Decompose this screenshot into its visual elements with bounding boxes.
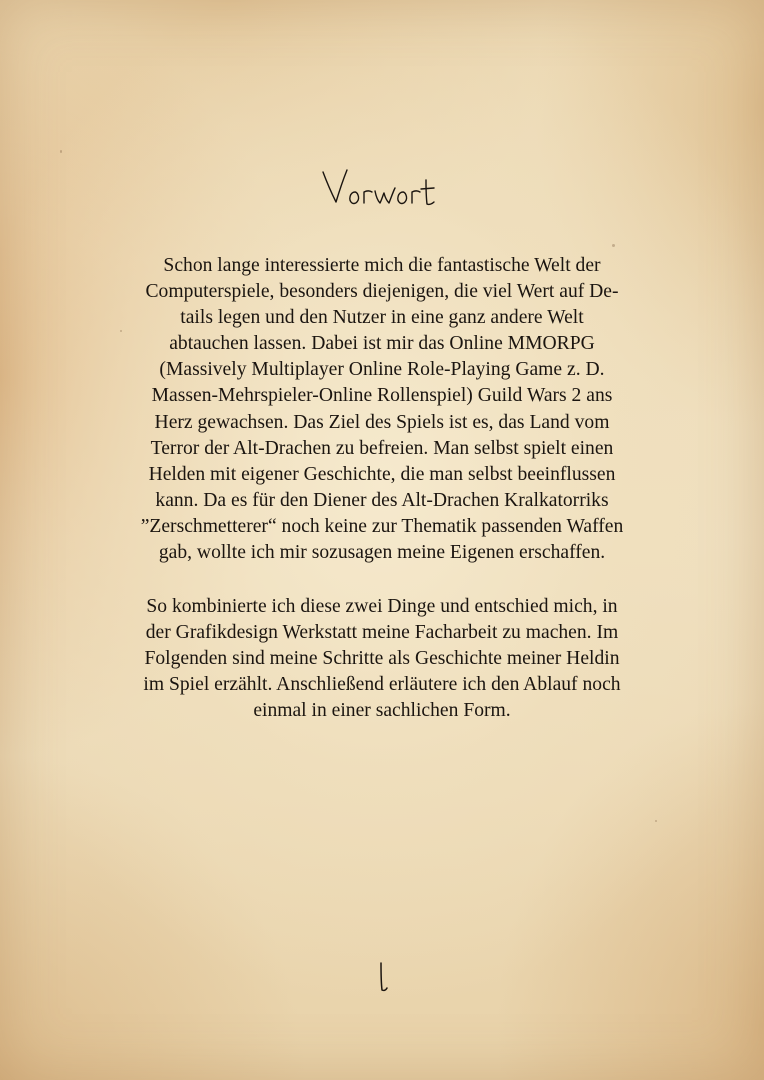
text-line: Massen-Mehrspieler-Online Rollenspiel) Guild Wars 2 ans [151, 385, 613, 407]
paper-speck [612, 244, 615, 247]
text-line: gab, wollte ich mir sozusagen meine Eigenen erschaffen. [158, 542, 606, 564]
text-line: abtauchen lassen. Dabei ist mir das Online MMORPG [169, 333, 595, 355]
page-number-text [0, 960, 1, 961]
handwritten-heading [317, 158, 447, 214]
text-line: kann. Da es für den Diener des Alt-Drachen Kralkatorriks [155, 489, 609, 511]
text-line: ”Zerschmetterer“ noch keine zur Thematik passenden Waffen [140, 515, 624, 537]
text-line: tails legen und den Nutzer in eine ganz andere Welt [180, 307, 584, 329]
text-line: Herz gewachsen. Das Ziel des Spiels ist es, das Land vom [154, 411, 610, 433]
page-heading-text [0, 158, 1, 159]
paragraph-plan [100, 594, 664, 724]
page-number [0, 960, 764, 994]
text-line: einmal in einer sachlichen Form. [253, 700, 511, 722]
paper-speck [655, 820, 657, 822]
text-line: (Massively Multiplayer Online Role-Playing Game z. D. [159, 359, 605, 381]
page-heading [0, 158, 764, 218]
text-line: Helden mit eigener Geschichte, die man selbst beeinflussen [148, 463, 616, 485]
paper-speck [60, 150, 62, 153]
handwritten-page-number [372, 960, 392, 994]
text-line: So kombinierte ich diese zwei Dinge und entschied mich, in [146, 596, 618, 617]
text-line: Computerspiele, besonders diejenigen, die viel Wert auf De- [145, 281, 619, 303]
text-line: der Grafikdesign Werkstatt meine Facharbeit zu machen. Im [145, 622, 619, 644]
text-line: im Spiel erzählt. Anschließend erläutere ich den Ablauf noch [143, 674, 621, 696]
text-line: Schon lange interessierte mich die fantastische Welt der [163, 255, 601, 276]
paragraph-intro [100, 253, 664, 566]
text-line: Folgenden sind meine Schritte als Geschichte meiner Heldin [144, 648, 620, 670]
text-line: Terror der Alt-Drachen zu befreien. Man selbst spielt einen [150, 437, 614, 459]
